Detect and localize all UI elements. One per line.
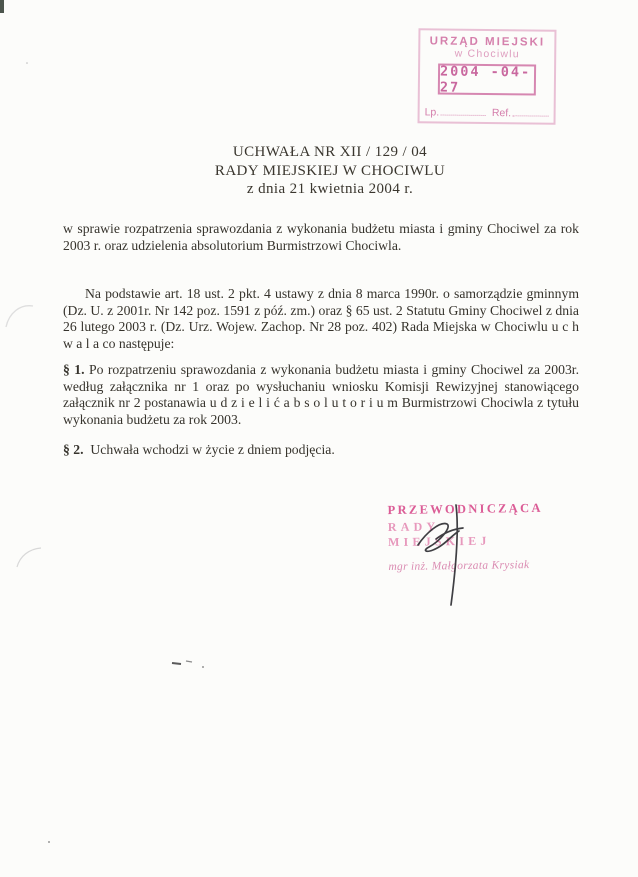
receipt-stamp-ref-line (512, 106, 549, 116)
receipt-stamp-lp-line (440, 106, 486, 116)
office-receipt-stamp (418, 28, 557, 124)
speck-1 (202, 666, 204, 668)
section-2-paragraph (63, 442, 579, 459)
resolution-date: z dnia 21 kwietnia 2004 r. (246, 181, 414, 197)
resolution-subject-paragraph: w sprawie rozpatrzenia sprawozdania z wykonania budżetu miasta i gminy Chociwel za rok 2003 r. oraz udzielenia absolutorium Burmistrzowi Chociwla. (63, 221, 579, 253)
pencil-scribble-2 (186, 661, 192, 662)
scan-arc-artifact-2 (17, 548, 41, 567)
speck-2 (48, 841, 50, 843)
receipt-stamp-date: 2004 -04- 27 (439, 63, 532, 96)
scan-arc-artifact-1 (6, 306, 33, 327)
section-2-label: § 2. (63, 442, 84, 457)
section-1-label: § 1. (63, 362, 85, 377)
receipt-stamp-office-town: w Chociwlu (454, 47, 520, 61)
speck-3 (26, 62, 28, 64)
receipt-stamp-lp-label: Lp. (424, 106, 440, 119)
signature-stamp-role-line2: RADY MIEJSKIEJ (387, 519, 491, 550)
handwritten-signature (402, 499, 492, 614)
section-1-text: Po rozpatrzeniu sprawozdania z wykonania budżetu miasta i gminy Chociwel za 2003r. według załącznika nr 1 oraz po wysłuchaniu wniosku Komisji Rewizyjnej stanowiącego załącznik nr 2 postanawia u d z i e l i ć a b s o l u t o r i u m Burmistrzowi Chociwla z tytułu wykonania budżetu za rok 2003. (63, 362, 580, 427)
receipt-stamp-reference-row (425, 105, 549, 119)
receipt-stamp-office-name: URZĄD MIEJSKI (429, 35, 546, 49)
pencil-scribble (172, 663, 181, 664)
receipt-stamp-date-box (438, 63, 536, 95)
receipt-stamp-ref-label: Ref. (491, 107, 512, 120)
signature-stamp-name: mgr inż. Małgorzata Krysiak (388, 559, 530, 574)
scan-edge-mark (0, 0, 4, 13)
signature-stamp-role-line1: PRZEWODNICZĄCA (387, 500, 543, 518)
section-2-text: Uchwała wchodzi w życie z dniem podjęcia. (90, 442, 335, 457)
section-1-paragraph (63, 362, 579, 428)
resolution-title-block (63, 143, 597, 199)
resolution-number: UCHWAŁA NR XII / 129 / 04 (232, 144, 428, 160)
legal-basis-paragraph: Na podstawie art. 18 ust. 2 pkt. 4 ustawy z dnia 8 marca 1990r. o samorządzie gminnym (Dz. U. z 2001r. Nr 142 poz. 1591 z póź. zm.) oraz § 65 ust. 2 Statutu Gminy Chociwel z dnia 26 lutego 2003 r. (Dz. Urz. Wojew. Zachop. Nr 28 poz. 402) Rada Miejska w Chociwlu u c h w a l a co następuje: (63, 286, 579, 351)
resolution-authority: RADY MIEJSKIEJ W CHOCIWLU (214, 162, 446, 179)
